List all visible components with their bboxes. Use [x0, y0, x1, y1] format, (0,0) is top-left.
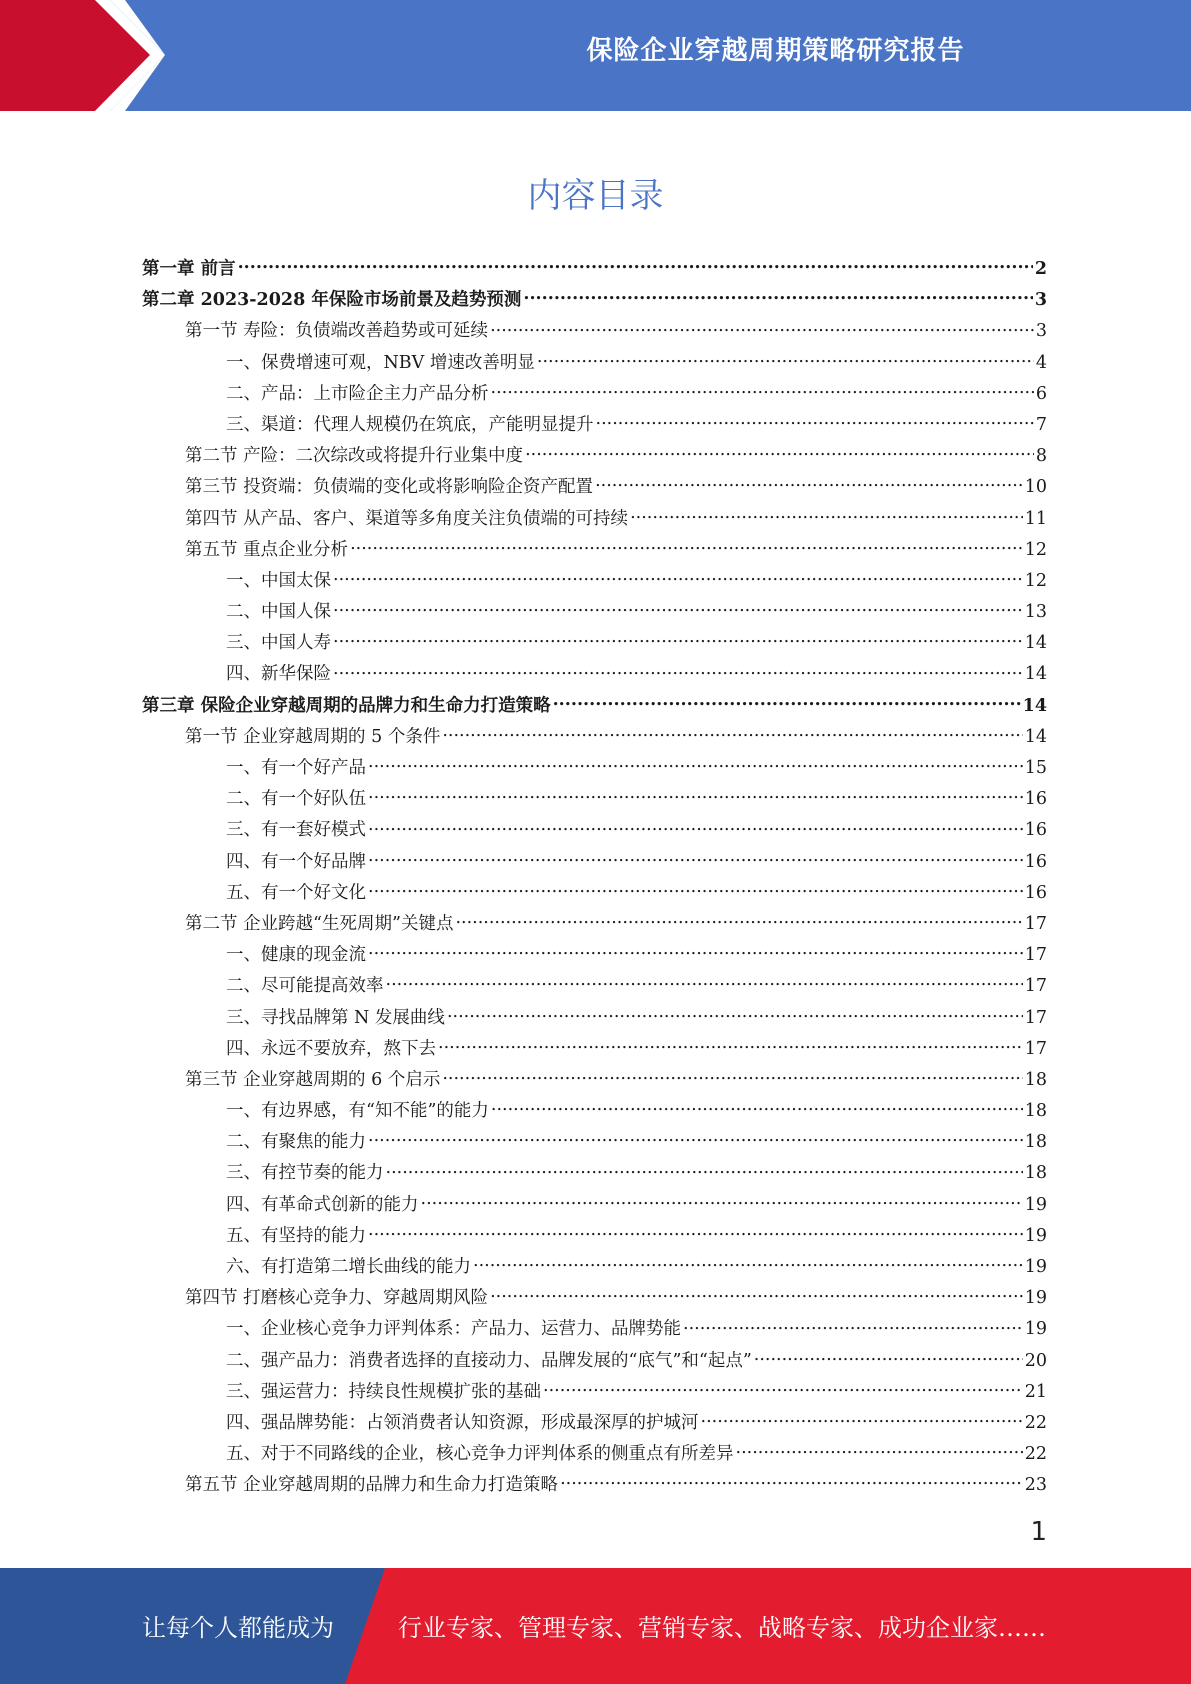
toc-entry[interactable] [142, 536, 1047, 567]
dot-leader [368, 818, 1023, 836]
toc-entry-label: 四、永远不要放弃，熬下去 [226, 1038, 436, 1059]
toc-entry-label: 一、有一个好产品 [226, 758, 366, 778]
toc-entry-page: 3 [1035, 321, 1047, 342]
toc-entry-label: 第五节 企业穿越周期的品牌力和生命力打造策略 [185, 1475, 559, 1496]
toc-entry-page: 22 [1024, 1412, 1047, 1433]
toc-entry-page: 19 [1024, 1319, 1047, 1340]
dot-leader [368, 1130, 1023, 1148]
dot-leader [333, 568, 1023, 586]
dot-leader [350, 537, 1023, 555]
toc-entry[interactable] [142, 941, 1047, 972]
dot-leader [238, 257, 1033, 275]
toc-entry-label: 二、有聚焦的能力 [226, 1132, 366, 1153]
toc-entry[interactable] [142, 1097, 1047, 1128]
toc-entry[interactable] [142, 1035, 1047, 1066]
toc-entry-label: 三、有一套好模式 [226, 820, 366, 841]
toc-entry[interactable] [142, 286, 1047, 317]
toc-entry-page: 7 [1035, 414, 1047, 435]
toc-entry-page: 18 [1024, 1069, 1047, 1090]
toc-entry-label: 第三节 企业穿越周期的 6 个启示 [185, 1069, 441, 1090]
toc-entry[interactable] [142, 1159, 1047, 1190]
toc-entry-page: 14 [1024, 633, 1047, 654]
dot-leader [386, 974, 1023, 992]
toc-entry[interactable] [142, 1471, 1047, 1502]
toc-entry-label: 第一章 前言 [142, 259, 236, 279]
toc-entry[interactable] [142, 848, 1047, 879]
dot-leader [438, 1036, 1023, 1054]
toc-entry-label: 二、中国人保 [226, 602, 331, 623]
dot-leader [368, 849, 1023, 867]
toc-entry-page: 17 [1024, 913, 1047, 934]
dot-leader [442, 724, 1022, 742]
dot-leader [368, 787, 1023, 805]
toc-entry-label: 一、中国太保 [226, 570, 331, 591]
dot-leader [523, 288, 1032, 306]
toc-entry-label: 四、有革命式创新的能力 [226, 1194, 419, 1215]
toc-entry[interactable] [142, 816, 1047, 847]
toc-entry-label: 二、尽可能提高效率 [226, 976, 384, 997]
toc-entry-page: 18 [1024, 1163, 1047, 1184]
toc-entry[interactable] [142, 972, 1047, 1003]
footer-slogan-right: 行业专家、管理专家、营销专家、战略专家、成功企业家…… [398, 1614, 1046, 1642]
toc-entry-page: 11 [1024, 508, 1047, 529]
dot-leader [333, 631, 1023, 649]
toc-entry-page: 19 [1024, 1288, 1047, 1309]
toc-entry-label: 二、产品：上市险企主力产品分析 [226, 383, 489, 404]
dot-leader [754, 1348, 1023, 1366]
toc-entry-label: 第四节 打磨核心竞争力、穿越周期风险 [185, 1288, 489, 1309]
toc-entry[interactable] [142, 879, 1047, 910]
toc-entry-label: 四、新华保险 [226, 664, 331, 685]
footer-banner [0, 1568, 1191, 1684]
toc-entry-page: 15 [1024, 758, 1047, 778]
dot-leader [736, 1442, 1023, 1460]
toc-entry[interactable] [142, 723, 1047, 754]
toc-entry-label: 六、有打造第二增长曲线的能力 [226, 1257, 471, 1277]
toc-entry-label: 四、有一个好品牌 [226, 851, 366, 872]
toc-entry-label: 五、有一个好文化 [226, 882, 366, 903]
toc-entry[interactable] [142, 442, 1047, 473]
toc-entry[interactable] [142, 1284, 1047, 1315]
toc-entry-page: 16 [1024, 851, 1047, 872]
toc-entry-label: 第二节 产险：二次综改或将提升行业集中度 [185, 446, 524, 467]
dot-leader [386, 1161, 1023, 1179]
toc-entry-label: 五、有坚持的能力 [226, 1225, 366, 1246]
toc-entry-page: 4 [1035, 352, 1047, 373]
toc-entry-label: 二、强产品力：消费者选择的直接动力、品牌发展的“底气”和“起点” [226, 1350, 752, 1371]
toc-entry-label: 三、强运营力：持续良性规模扩张的基础 [226, 1381, 541, 1402]
toc-entry-page: 2 [1034, 259, 1047, 279]
toc-entry-page: 18 [1024, 1132, 1047, 1153]
toc-entry-label: 第五节 重点企业分析 [185, 539, 349, 560]
toc-entry[interactable] [142, 1440, 1047, 1471]
toc-entry[interactable] [142, 1191, 1047, 1222]
toc-entry[interactable] [142, 505, 1047, 536]
toc-entry-page: 14 [1022, 695, 1047, 716]
dot-leader [543, 1379, 1023, 1397]
header-banner [0, 0, 1191, 111]
page-number: 1 [1030, 1517, 1047, 1547]
toc-entry-label: 二、有一个好队伍 [226, 789, 366, 810]
toc-entry-page: 21 [1024, 1381, 1047, 1402]
toc-entry-label: 三、渠道：代理人规模仍在筑底，产能明显提升 [226, 414, 594, 435]
dot-leader [368, 880, 1023, 898]
toc-entry-page: 17 [1024, 976, 1047, 997]
dot-leader [525, 444, 1034, 462]
toc-entry-page: 16 [1024, 820, 1047, 841]
toc-entry[interactable] [142, 754, 1047, 785]
toc-entry-label: 第二节 企业跨越“生死周期”关键点 [185, 913, 454, 934]
toc-entry-label: 五、对于不同路线的企业，核心竞争力评判体系的侧重点有所差异 [226, 1444, 734, 1465]
toc-entry-page: 8 [1035, 446, 1047, 467]
dot-leader [683, 1317, 1023, 1335]
dot-leader [368, 756, 1023, 774]
toc-entry-page: 17 [1024, 1007, 1047, 1028]
dot-leader [630, 506, 1023, 524]
toc-entry[interactable] [142, 1066, 1047, 1097]
toc-entry-label: 一、企业核心竞争力评判体系：产品力、运营力、品牌势能 [226, 1319, 681, 1340]
toc-entry-page: 17 [1024, 945, 1047, 966]
dot-leader [491, 1099, 1023, 1117]
dot-leader [368, 1223, 1023, 1241]
toc-entry-page: 22 [1024, 1444, 1047, 1465]
toc-entry-page: 19 [1024, 1257, 1047, 1277]
toc-entry-page: 23 [1024, 1475, 1047, 1496]
toc-entry-page: 10 [1024, 477, 1047, 498]
toc-entry[interactable] [142, 567, 1047, 598]
toc-entry[interactable] [142, 1128, 1047, 1159]
toc-heading: 内容目录 [527, 176, 664, 216]
toc-entry-label: 第一节 企业穿越周期的 5 个条件 [185, 726, 441, 747]
toc-entry-label: 四、强品牌势能：占领消费者认知资源，形成最深厚的护城河 [226, 1412, 699, 1433]
toc-entry-page: 12 [1024, 570, 1047, 591]
toc-entry-page: 19 [1024, 1225, 1047, 1246]
toc-entry[interactable] [142, 411, 1047, 442]
dot-leader [490, 319, 1034, 337]
dot-leader [490, 1286, 1023, 1304]
toc-entry[interactable] [142, 1315, 1047, 1346]
dot-leader [333, 662, 1023, 680]
dot-leader [368, 943, 1023, 961]
toc-entry[interactable] [142, 1378, 1047, 1409]
dot-leader [442, 1067, 1022, 1085]
toc-entry-page: 6 [1035, 383, 1047, 404]
dot-leader [596, 412, 1034, 430]
toc-entry[interactable] [142, 1004, 1047, 1035]
toc-entry[interactable] [142, 317, 1047, 348]
toc-entry-page: 17 [1024, 1038, 1047, 1059]
toc-entry[interactable] [142, 255, 1047, 286]
toc-entry[interactable] [142, 1347, 1047, 1378]
dot-leader [421, 1192, 1023, 1210]
dot-leader [553, 693, 1021, 711]
toc-entry-page: 20 [1024, 1350, 1047, 1371]
dot-leader [537, 350, 1034, 368]
toc-entry[interactable] [142, 1222, 1047, 1253]
toc-entry[interactable] [142, 380, 1047, 411]
toc-entry[interactable] [142, 349, 1047, 380]
toc-entry[interactable] [142, 910, 1047, 941]
toc-entry-label: 第三节 投资端：负债端的变化或将影响险企资产配置 [185, 477, 594, 498]
dot-leader [473, 1255, 1023, 1273]
dot-leader [455, 911, 1022, 929]
toc-entry-label: 一、健康的现金流 [226, 945, 366, 966]
toc-entry-label: 第一节 寿险：负债端改善趋势或可延续 [185, 321, 489, 342]
toc-entry[interactable] [142, 785, 1047, 816]
dot-leader [491, 381, 1034, 399]
dot-leader [560, 1473, 1023, 1491]
footer-slogan-left: 让每个人都能成为 [142, 1614, 334, 1642]
table-of-contents [142, 255, 1047, 1503]
toc-entry-page: 16 [1024, 789, 1047, 810]
toc-entry[interactable] [142, 629, 1047, 660]
toc-entry[interactable] [142, 660, 1047, 691]
toc-entry-page: 14 [1024, 726, 1047, 747]
toc-entry-page: 18 [1024, 1101, 1047, 1122]
dot-leader [333, 600, 1023, 618]
dot-leader [701, 1410, 1023, 1428]
toc-entry-label: 第三章 保险企业穿越周期的品牌力和生命力打造策略 [142, 695, 551, 716]
toc-entry-page: 12 [1024, 539, 1047, 560]
toc-entry-label: 第二章 2023-2028 年保险市场前景及趋势预测 [142, 290, 522, 311]
toc-entry[interactable] [142, 692, 1047, 723]
toc-entry-page: 19 [1024, 1194, 1047, 1215]
report-title: 保险企业穿越周期策略研究报告 [586, 36, 965, 66]
toc-entry[interactable] [142, 598, 1047, 629]
toc-entry-label: 三、中国人寿 [226, 633, 331, 654]
toc-entry-page: 3 [1034, 290, 1047, 311]
toc-entry-label: 一、有边界感，有“知不能”的能力 [226, 1101, 489, 1122]
toc-entry-page: 13 [1024, 602, 1047, 623]
toc-entry-label: 一、保费增速可观，NBV 增速改善明显 [226, 352, 535, 373]
dot-leader [595, 475, 1023, 493]
toc-entry-page: 14 [1024, 664, 1047, 685]
toc-entry-page: 16 [1024, 882, 1047, 903]
toc-entry[interactable] [142, 473, 1047, 504]
dot-leader [447, 1005, 1023, 1023]
toc-entry-label: 三、有控节奏的能力 [226, 1163, 384, 1184]
toc-entry[interactable] [142, 1253, 1047, 1284]
toc-entry-label: 三、寻找品牌第 N 发展曲线 [226, 1007, 445, 1028]
toc-entry[interactable] [142, 1409, 1047, 1440]
toc-entry-label: 第四节 从产品、客户、渠道等多角度关注负债端的可持续 [185, 508, 629, 529]
